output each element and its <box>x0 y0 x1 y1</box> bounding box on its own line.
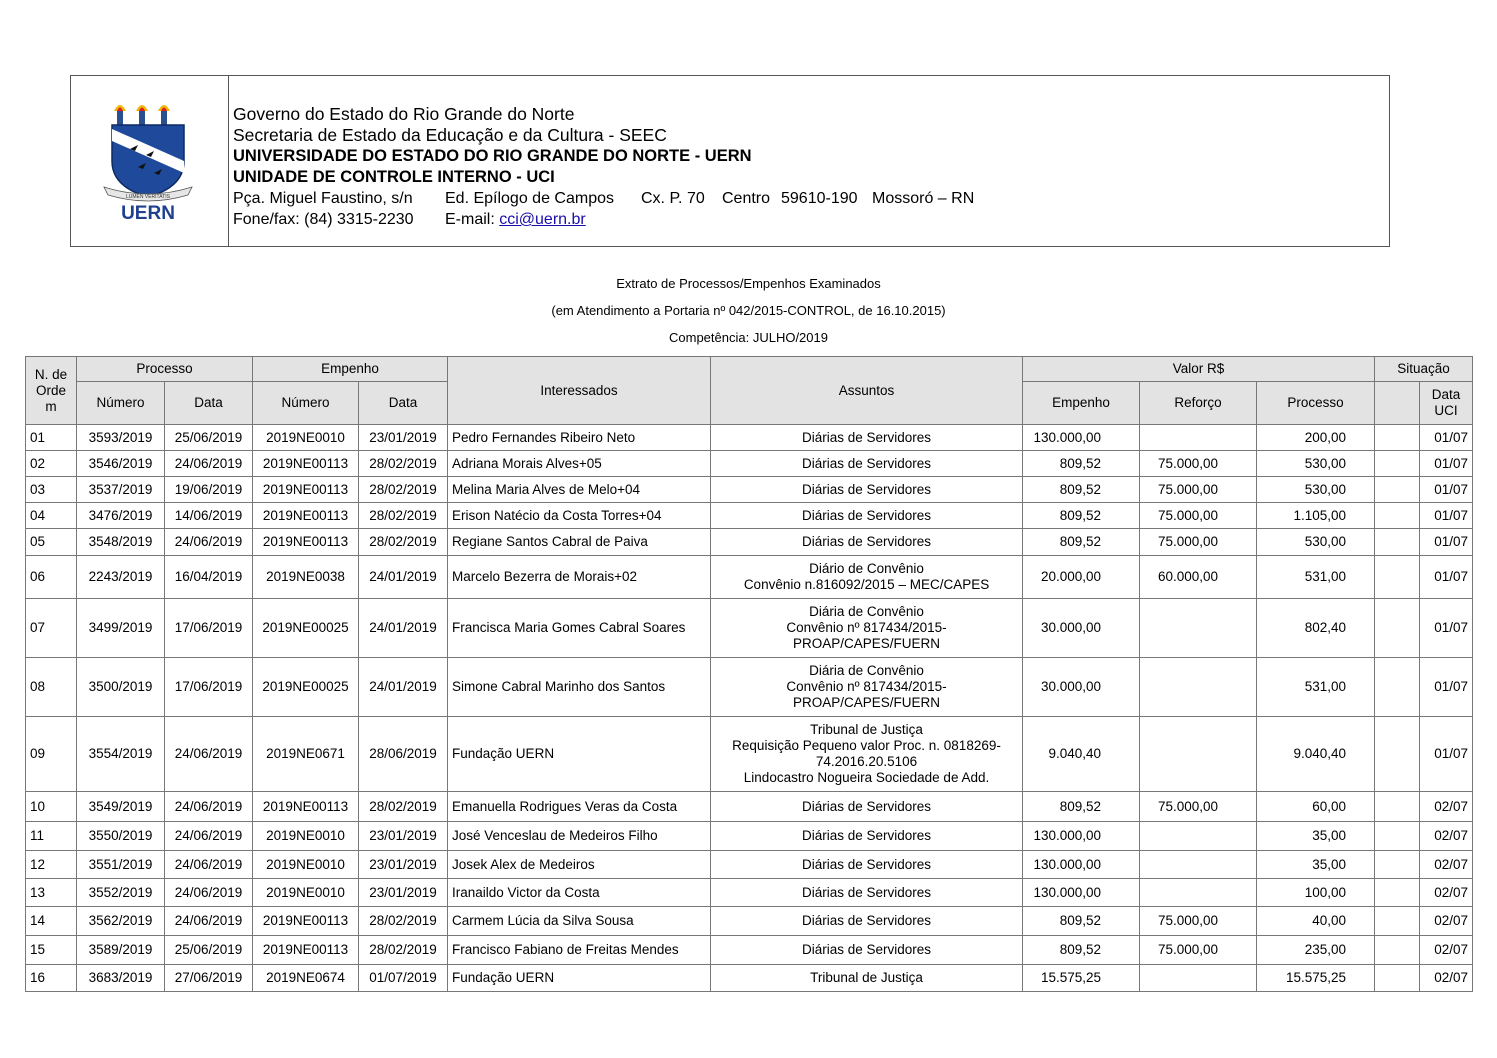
cell-assunto <box>711 717 1023 792</box>
cell-valor-processo: 200,00 <box>1257 425 1375 451</box>
cell-assunto <box>711 879 1023 907</box>
cell-valor-reforco <box>1140 658 1257 717</box>
letterhead-text <box>229 76 974 246</box>
cell-ordem: 01 <box>26 425 77 451</box>
cell-situacao-blank <box>1375 556 1420 599</box>
cell-ordem: 08 <box>26 658 77 717</box>
cell-processo-numero: 3546/2019 <box>77 451 165 477</box>
address-line <box>233 188 974 209</box>
cell-empenho-numero: 2019NE00113 <box>253 477 359 503</box>
cell-ordem: 10 <box>26 792 77 822</box>
cell-empenho-numero: 2019NE00113 <box>253 907 359 936</box>
cell-valor-reforco <box>1140 879 1257 907</box>
cell-valor-empenho: 9.040,40 <box>1023 717 1140 792</box>
cell-interessado: Fundação UERN <box>448 965 711 992</box>
cell-assunto <box>711 907 1023 936</box>
cell-interessado: Emanuella Rodrigues Veras da Costa <box>448 792 711 822</box>
table-body <box>26 425 1473 992</box>
cell-processo-data: 24/06/2019 <box>165 879 253 907</box>
table-row <box>26 425 1473 451</box>
assunto-line: Tribunal de Justiça <box>810 722 923 737</box>
cell-empenho-data: 28/02/2019 <box>359 451 448 477</box>
cell-valor-processo: 35,00 <box>1257 851 1375 879</box>
header-valor: Valor R$ <box>1023 357 1375 382</box>
cell-assunto <box>711 851 1023 879</box>
cell-interessado: José Venceslau de Medeiros Filho <box>448 822 711 851</box>
cell-data-uci: 02/07 <box>1420 936 1473 965</box>
cell-valor-processo: 1.105,00 <box>1257 503 1375 529</box>
cell-ordem: 07 <box>26 599 77 658</box>
cell-valor-empenho: 30.000,00 <box>1023 599 1140 658</box>
cell-empenho-data: 28/02/2019 <box>359 529 448 556</box>
header-processo-data: Data <box>165 382 253 425</box>
cell-processo-numero: 3549/2019 <box>77 792 165 822</box>
cell-valor-processo: 530,00 <box>1257 451 1375 477</box>
table-row <box>26 851 1473 879</box>
assunto-line: Convênio n.816092/2015 – MEC/CAPES <box>743 577 990 592</box>
cell-interessado: Simone Cabral Marinho dos Santos <box>448 658 711 717</box>
table-row <box>26 477 1473 503</box>
cell-data-uci: 02/07 <box>1420 965 1473 992</box>
cell-interessado: Iranaildo Victor da Costa <box>448 879 711 907</box>
cell-assunto <box>711 556 1023 599</box>
assunto-line: Diárias de Servidores <box>801 856 932 872</box>
address-district: Centro <box>722 190 771 207</box>
cell-data-uci: 01/07 <box>1420 556 1473 599</box>
cell-valor-reforco <box>1140 851 1257 879</box>
cell-ordem: 15 <box>26 936 77 965</box>
government-line: Governo do Estado do Rio Grande do Norte <box>233 104 575 124</box>
table-row <box>26 717 1473 792</box>
header-data-uci: Data UCI <box>1420 382 1473 425</box>
table-row <box>26 503 1473 529</box>
cell-situacao-blank <box>1375 822 1420 851</box>
assunto-line: Diárias de Servidores <box>801 913 932 928</box>
cell-ordem: 11 <box>26 822 77 851</box>
logo-cell <box>71 76 229 246</box>
uern-logo <box>100 101 200 221</box>
cell-valor-reforco: 75.000,00 <box>1140 529 1257 556</box>
cell-valor-processo: 530,00 <box>1257 477 1375 503</box>
cell-processo-data: 16/04/2019 <box>165 556 253 599</box>
table-row <box>26 879 1473 907</box>
cell-valor-reforco <box>1140 822 1257 851</box>
cell-processo-data: 14/06/2019 <box>165 503 253 529</box>
cell-valor-processo: 531,00 <box>1257 556 1375 599</box>
header-processo: Processo <box>77 357 253 382</box>
cell-data-uci: 02/07 <box>1420 792 1473 822</box>
cell-empenho-numero: 2019NE0674 <box>253 965 359 992</box>
cell-processo-numero: 3562/2019 <box>77 907 165 936</box>
cell-situacao-blank <box>1375 792 1420 822</box>
cell-empenho-data: 01/07/2019 <box>359 965 448 992</box>
svg-text:UERN: UERN <box>120 203 175 221</box>
cell-processo-numero: 3537/2019 <box>77 477 165 503</box>
cell-valor-empenho: 20.000,00 <box>1023 556 1140 599</box>
cell-assunto <box>711 965 1023 992</box>
cell-processo-data: 19/06/2019 <box>165 477 253 503</box>
cell-empenho-numero: 2019NE00113 <box>253 936 359 965</box>
cell-processo-data: 24/06/2019 <box>165 792 253 822</box>
header-ordem: N. de Orde m <box>26 357 77 425</box>
cell-data-uci: 01/07 <box>1420 717 1473 792</box>
cell-valor-reforco: 75.000,00 <box>1140 907 1257 936</box>
cell-interessado: Pedro Fernandes Ribeiro Neto <box>448 425 711 451</box>
cell-processo-data: 17/06/2019 <box>165 658 253 717</box>
address-zip: 59610-190 <box>781 190 858 207</box>
cell-valor-processo: 35,00 <box>1257 822 1375 851</box>
cell-processo-numero: 3476/2019 <box>77 503 165 529</box>
cell-processo-numero: 3548/2019 <box>77 529 165 556</box>
table-row <box>26 529 1473 556</box>
cell-processo-numero: 2243/2019 <box>77 556 165 599</box>
cell-processo-numero: 3500/2019 <box>77 658 165 717</box>
document-title: Extrato de Processos/Empenhos Examinados <box>616 276 881 291</box>
cell-empenho-data: 23/01/2019 <box>359 879 448 907</box>
cell-processo-numero: 3554/2019 <box>77 717 165 792</box>
header-valor-empenho: Empenho <box>1023 382 1140 425</box>
cell-data-uci: 01/07 <box>1420 425 1473 451</box>
table-row <box>26 556 1473 599</box>
header-valor-reforco: Reforço <box>1140 382 1257 425</box>
cell-valor-empenho: 809,52 <box>1023 792 1140 822</box>
cell-data-uci: 02/07 <box>1420 907 1473 936</box>
cell-valor-reforco <box>1140 717 1257 792</box>
cell-ordem: 04 <box>26 503 77 529</box>
assunto-line: Diárias de Servidores <box>801 942 932 957</box>
cell-valor-empenho: 130.000,00 <box>1023 851 1140 879</box>
cell-interessado: Francisco Fabiano de Freitas Mendes <box>448 936 711 965</box>
cell-empenho-numero: 2019NE0010 <box>253 851 359 879</box>
table-row <box>26 822 1473 851</box>
unit-line: UNIDADE DE CONTROLE INTERNO - UCI <box>233 168 555 186</box>
cell-valor-empenho: 130.000,00 <box>1023 425 1140 451</box>
cell-processo-data: 24/06/2019 <box>165 717 253 792</box>
cell-assunto <box>711 792 1023 822</box>
cell-valor-processo: 531,00 <box>1257 658 1375 717</box>
assunto-line: Diário de Convênio <box>809 561 924 576</box>
cell-processo-data: 24/06/2019 <box>165 822 253 851</box>
cell-ordem: 09 <box>26 717 77 792</box>
assunto-line: PROAP/CAPES/FUERN <box>793 695 941 710</box>
assunto-line: Diária de Convênio <box>809 663 924 678</box>
assunto-line: Diárias de Servidores <box>801 455 932 471</box>
cell-interessado: Carmem Lúcia da Silva Sousa <box>448 907 711 936</box>
cell-assunto <box>711 599 1023 658</box>
address-building: Ed. Epílogo de Campos <box>445 190 614 207</box>
cell-data-uci: 01/07 <box>1420 529 1473 556</box>
cell-empenho-data: 28/02/2019 <box>359 907 448 936</box>
cell-assunto <box>711 477 1023 503</box>
cell-interessado: Marcelo Bezerra de Morais+02 <box>448 556 711 599</box>
cell-assunto <box>711 425 1023 451</box>
document-subtitle: (em Atendimento a Portaria nº 042/2015-CONTROL, de 16.10.2015) <box>551 303 946 318</box>
header-empenho-numero: Número <box>253 382 359 425</box>
cell-valor-empenho: 809,52 <box>1023 451 1140 477</box>
cell-data-uci: 02/07 <box>1420 822 1473 851</box>
cell-valor-empenho: 809,52 <box>1023 936 1140 965</box>
cell-valor-processo: 235,00 <box>1257 936 1375 965</box>
cell-empenho-numero: 2019NE0010 <box>253 822 359 851</box>
cell-processo-numero: 3551/2019 <box>77 851 165 879</box>
secretariat-line: Secretaria de Estado da Educação e da Cultura - SEEC <box>233 125 667 145</box>
assunto-line: 74.2016.20.5106 <box>815 754 918 769</box>
cell-processo-numero: 3593/2019 <box>77 425 165 451</box>
cell-empenho-numero: 2019NE00113 <box>253 451 359 477</box>
header-assuntos: Assuntos <box>711 357 1023 425</box>
cell-valor-reforco: 75.000,00 <box>1140 503 1257 529</box>
assunto-line: Convênio nº 817434/2015- <box>786 620 947 635</box>
assunto-line: Diárias de Servidores <box>801 798 932 814</box>
assunto-line: Diárias de Servidores <box>801 884 932 900</box>
assunto-line: Tribunal de Justiça <box>810 970 923 985</box>
cell-valor-reforco <box>1140 425 1257 451</box>
cell-situacao-blank <box>1375 599 1420 658</box>
cell-situacao-blank <box>1375 529 1420 556</box>
cell-situacao-blank <box>1375 658 1420 717</box>
cell-empenho-numero: 2019NE0010 <box>253 879 359 907</box>
cell-data-uci: 01/07 <box>1420 451 1473 477</box>
cell-empenho-data: 28/06/2019 <box>359 717 448 792</box>
torch-icon <box>114 105 126 125</box>
cell-valor-empenho: 809,52 <box>1023 529 1140 556</box>
cell-ordem: 13 <box>26 879 77 907</box>
cell-empenho-data: 28/02/2019 <box>359 477 448 503</box>
cell-valor-reforco: 75.000,00 <box>1140 477 1257 503</box>
cell-processo-numero: 3589/2019 <box>77 936 165 965</box>
cell-valor-processo: 40,00 <box>1257 907 1375 936</box>
cell-empenho-data: 23/01/2019 <box>359 822 448 851</box>
cell-empenho-numero: 2019NE00113 <box>253 503 359 529</box>
cell-valor-processo: 15.575,25 <box>1257 965 1375 992</box>
address-street: Pça. Miguel Faustino, s/n <box>233 190 413 207</box>
assunto-line: Diárias de Servidores <box>801 507 932 523</box>
cell-processo-numero: 3550/2019 <box>77 822 165 851</box>
cell-valor-reforco <box>1140 599 1257 658</box>
assunto-line: Requisição Pequeno valor Proc. n. 0818269- <box>732 738 1001 753</box>
table-row <box>26 936 1473 965</box>
cell-valor-reforco <box>1140 965 1257 992</box>
cell-interessado: Josek Alex de Medeiros <box>448 851 711 879</box>
assunto-line: Lindocastro Nogueira Sociedade de Add. <box>743 770 990 785</box>
cell-empenho-numero: 2019NE00025 <box>253 599 359 658</box>
cell-interessado: Erison Natécio da Costa Torres+04 <box>448 503 711 529</box>
cell-situacao-blank <box>1375 451 1420 477</box>
cell-data-uci: 01/07 <box>1420 599 1473 658</box>
address-city: Mossoró – RN <box>872 190 975 207</box>
svg-text:LUMEN VERITATIS: LUMEN VERITATIS <box>125 194 170 200</box>
header-empenho: Empenho <box>253 357 448 382</box>
cell-processo-numero: 3683/2019 <box>77 965 165 992</box>
table-row <box>26 451 1473 477</box>
header-situacao: Situação <box>1375 357 1473 382</box>
cell-data-uci: 01/07 <box>1420 658 1473 717</box>
cell-interessado: Fundação UERN <box>448 717 711 792</box>
cell-assunto <box>711 936 1023 965</box>
cell-empenho-numero: 2019NE00113 <box>253 529 359 556</box>
table-row <box>26 965 1473 992</box>
cell-situacao-blank <box>1375 936 1420 965</box>
cell-situacao-blank <box>1375 965 1420 992</box>
cell-assunto <box>711 822 1023 851</box>
cell-ordem: 02 <box>26 451 77 477</box>
table-row <box>26 599 1473 658</box>
cell-empenho-numero: 2019NE0671 <box>253 717 359 792</box>
cell-empenho-data: 28/02/2019 <box>359 503 448 529</box>
cell-valor-reforco: 75.000,00 <box>1140 936 1257 965</box>
cell-empenho-numero: 2019NE00113 <box>253 792 359 822</box>
cell-valor-empenho: 809,52 <box>1023 477 1140 503</box>
cell-empenho-data: 28/02/2019 <box>359 792 448 822</box>
cell-situacao-blank <box>1375 879 1420 907</box>
header-empenho-data: Data <box>359 382 448 425</box>
cell-valor-reforco: 75.000,00 <box>1140 792 1257 822</box>
assunto-line: Diárias de Servidores <box>801 481 932 497</box>
cell-assunto <box>711 658 1023 717</box>
cell-data-uci: 01/07 <box>1420 477 1473 503</box>
cell-valor-empenho: 130.000,00 <box>1023 879 1140 907</box>
cell-interessado: Adriana Morais Alves+05 <box>448 451 711 477</box>
cell-valor-reforco: 75.000,00 <box>1140 451 1257 477</box>
cell-processo-numero: 3552/2019 <box>77 879 165 907</box>
assunto-line: Diária de Convênio <box>809 604 924 619</box>
assunto-line: Convênio nº 817434/2015- <box>786 679 947 694</box>
cell-assunto <box>711 503 1023 529</box>
cell-processo-data: 25/06/2019 <box>165 425 253 451</box>
cell-valor-processo: 530,00 <box>1257 529 1375 556</box>
cell-empenho-data: 24/01/2019 <box>359 556 448 599</box>
cell-empenho-data: 24/01/2019 <box>359 658 448 717</box>
cell-data-uci: 02/07 <box>1420 879 1473 907</box>
table-row <box>26 907 1473 936</box>
cell-processo-data: 27/06/2019 <box>165 965 253 992</box>
cell-empenho-data: 24/01/2019 <box>359 599 448 658</box>
cell-processo-data: 24/06/2019 <box>165 907 253 936</box>
header-interessados: Interessados <box>448 357 711 425</box>
cell-processo-data: 17/06/2019 <box>165 599 253 658</box>
cell-ordem: 05 <box>26 529 77 556</box>
cell-ordem: 12 <box>26 851 77 879</box>
header-processo-numero: Número <box>77 382 165 425</box>
assunto-line: Diárias de Servidores <box>801 429 932 445</box>
cell-ordem: 16 <box>26 965 77 992</box>
header-situacao-blank <box>1375 382 1420 425</box>
assunto-line: Diárias de Servidores <box>801 534 932 549</box>
header-valor-processo: Processo <box>1257 382 1375 425</box>
cell-processo-data: 24/06/2019 <box>165 451 253 477</box>
table-row <box>26 792 1473 822</box>
cell-processo-numero: 3499/2019 <box>77 599 165 658</box>
cell-data-uci: 01/07 <box>1420 503 1473 529</box>
cell-situacao-blank <box>1375 717 1420 792</box>
email-label: E-mail: <box>445 211 495 228</box>
competence-line: Competência: JULHO/2019 <box>669 330 828 345</box>
cell-ordem: 03 <box>26 477 77 503</box>
cell-valor-reforco: 60.000,00 <box>1140 556 1257 599</box>
university-line: UNIVERSIDADE DO ESTADO DO RIO GRANDE DO NORTE - UERN <box>233 147 752 165</box>
cell-ordem: 06 <box>26 556 77 599</box>
cell-situacao-blank <box>1375 477 1420 503</box>
cell-situacao-blank <box>1375 503 1420 529</box>
cell-valor-empenho: 15.575,25 <box>1023 965 1140 992</box>
cell-situacao-blank <box>1375 425 1420 451</box>
cell-interessado: Melina Maria Alves de Melo+04 <box>448 477 711 503</box>
cell-valor-processo: 9.040,40 <box>1257 717 1375 792</box>
cell-ordem: 14 <box>26 907 77 936</box>
contact-line <box>233 209 974 230</box>
cell-assunto <box>711 451 1023 477</box>
cell-empenho-data: 23/01/2019 <box>359 425 448 451</box>
processes-table <box>25 356 1473 992</box>
cell-valor-empenho: 30.000,00 <box>1023 658 1140 717</box>
address-po-box: Cx. P. 70 <box>641 190 705 207</box>
cell-empenho-data: 28/02/2019 <box>359 936 448 965</box>
cell-interessado: Regiane Santos Cabral de Paiva <box>448 529 711 556</box>
cell-processo-data: 25/06/2019 <box>165 936 253 965</box>
cell-empenho-numero: 2019NE0038 <box>253 556 359 599</box>
letterhead <box>70 75 1390 247</box>
assunto-line: PROAP/CAPES/FUERN <box>793 636 941 651</box>
cell-interessado: Francisca Maria Gomes Cabral Soares <box>448 599 711 658</box>
phone-text: Fone/fax: (84) 3315-2230 <box>233 211 414 228</box>
cell-data-uci: 02/07 <box>1420 851 1473 879</box>
table-row <box>26 658 1473 717</box>
email-link[interactable]: cci@uern.br <box>499 211 586 228</box>
assunto-line: Diárias de Servidores <box>801 828 932 843</box>
cell-situacao-blank <box>1375 907 1420 936</box>
cell-empenho-data: 23/01/2019 <box>359 851 448 879</box>
cell-valor-processo: 802,40 <box>1257 599 1375 658</box>
cell-valor-empenho: 809,52 <box>1023 907 1140 936</box>
cell-valor-processo: 60,00 <box>1257 792 1375 822</box>
cell-assunto <box>711 529 1023 556</box>
cell-empenho-numero: 2019NE0010 <box>253 425 359 451</box>
cell-situacao-blank <box>1375 851 1420 879</box>
cell-valor-empenho: 809,52 <box>1023 503 1140 529</box>
cell-processo-data: 24/06/2019 <box>165 529 253 556</box>
cell-valor-empenho: 130.000,00 <box>1023 822 1140 851</box>
cell-empenho-numero: 2019NE00025 <box>253 658 359 717</box>
cell-valor-processo: 100,00 <box>1257 879 1375 907</box>
cell-processo-data: 24/06/2019 <box>165 851 253 879</box>
